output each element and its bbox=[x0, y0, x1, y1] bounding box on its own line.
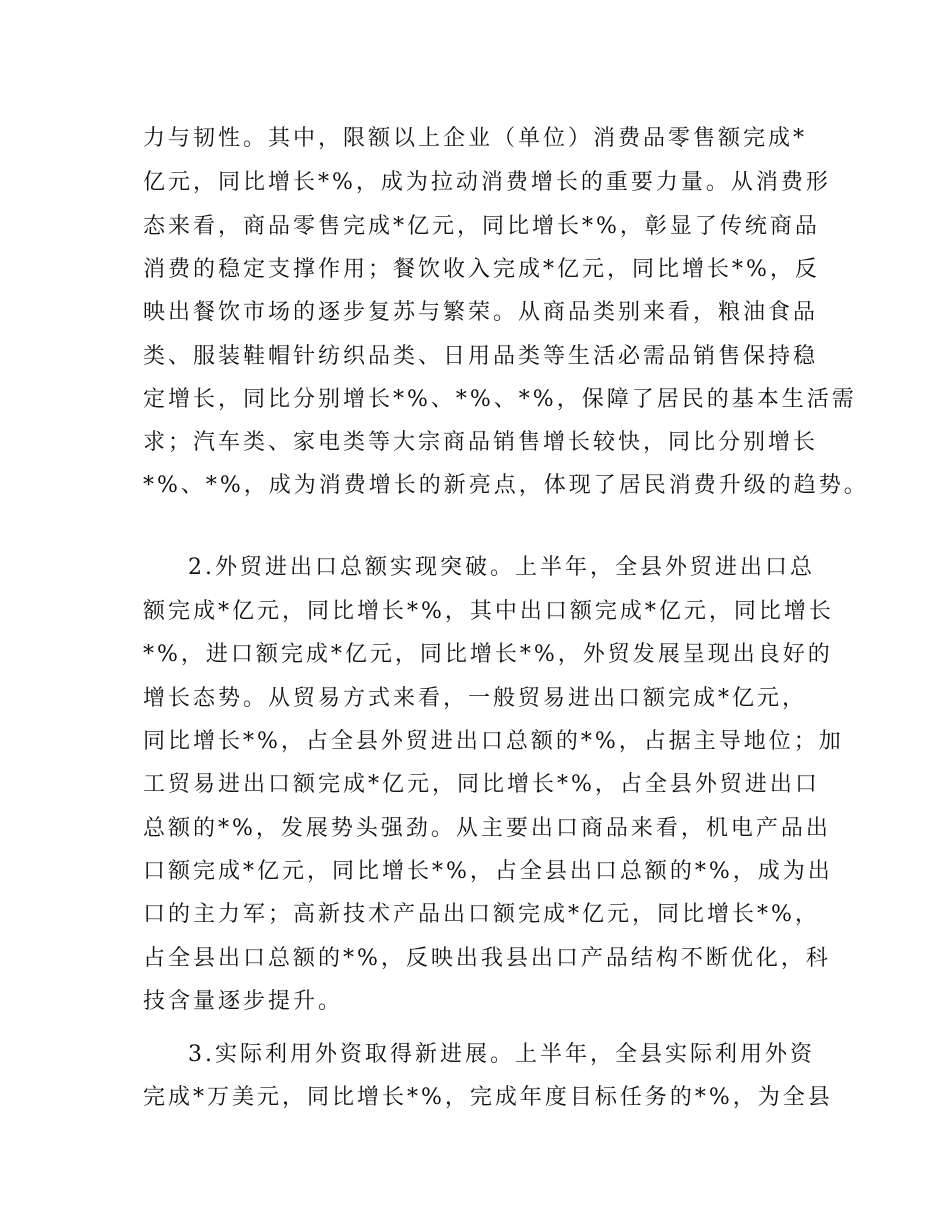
paragraph-line: 完成*万美元，同比增长*%，完成年度目标任务的*%，为全县 bbox=[143, 1085, 833, 1110]
paragraph-line: 映出餐饮市场的逐步复苏与繁荣。从商品类别来看，粮油食品 bbox=[143, 300, 819, 325]
section-heading-line: 2.外贸进出口总额实现突破。上半年，全县外贸进出口总 bbox=[188, 555, 815, 580]
paragraph-line: *%，进口额完成*亿元，同比增长*%，外贸发展呈现出良好的 bbox=[143, 642, 833, 667]
paragraph-line: 额完成*亿元，同比增长*%，其中出口额完成*亿元，同比增长 bbox=[143, 599, 834, 624]
paragraph-line: 态来看，商品零售完成*亿元，同比增长*%，彰显了传统商品 bbox=[143, 214, 820, 239]
paragraph-line: 口额完成*亿元，同比增长*%，占全县出口总额的*%，成为出 bbox=[143, 859, 833, 884]
paragraph-line: 工贸易进出口额完成*亿元，同比增长*%，占全县外贸进出口 bbox=[143, 772, 820, 797]
paragraph-line: 总额的*%，发展势头强劲。从主要出口商品来看，机电产品出 bbox=[143, 816, 831, 841]
paragraph-line: 定增长，同比分别增长*%、*%、*%，保障了居民的基本生活需 bbox=[143, 387, 857, 412]
paragraph-line: 求；汽车类、家电类等大宗商品销售增长较快，同比分别增长 bbox=[143, 430, 819, 455]
paragraph-line: 占全县出口总额的*%，反映出我县出口产品结构不断优化，科 bbox=[143, 946, 831, 971]
paragraph-line: 增长态势。从贸易方式来看，一般贸易进出口额完成*亿元， bbox=[143, 686, 808, 711]
paragraph-line: 同比增长*%，占全县外贸进出口总额的*%，占据主导地位；加 bbox=[143, 729, 844, 754]
paragraph-line: 亿元，同比增长*%，成为拉动消费增长的重要力量。从消费形 bbox=[143, 170, 831, 195]
paragraph-line: 消费的稳定支撑作用；餐饮收入完成*亿元，同比增长*%，反 bbox=[143, 257, 820, 282]
paragraph-line: *%、*%，成为消费增长的新亮点，体现了居民消费升级的趋势。 bbox=[143, 473, 869, 498]
paragraph-line: 类、服装鞋帽针纺织品类、日用品类等生活必需品销售保持稳 bbox=[143, 344, 819, 369]
section-heading-line: 3.实际利用外资取得新进展。上半年，全县实际利用外资 bbox=[188, 1042, 815, 1067]
paragraph-line: 力与韧性。其中，限额以上企业（单位）消费品零售额完成* bbox=[143, 126, 808, 151]
paragraph-line: 技含量逐步提升。 bbox=[143, 989, 344, 1014]
paragraph-line: 口的主力军；高新技术产品出口额完成*亿元，同比增长*%， bbox=[143, 902, 820, 927]
